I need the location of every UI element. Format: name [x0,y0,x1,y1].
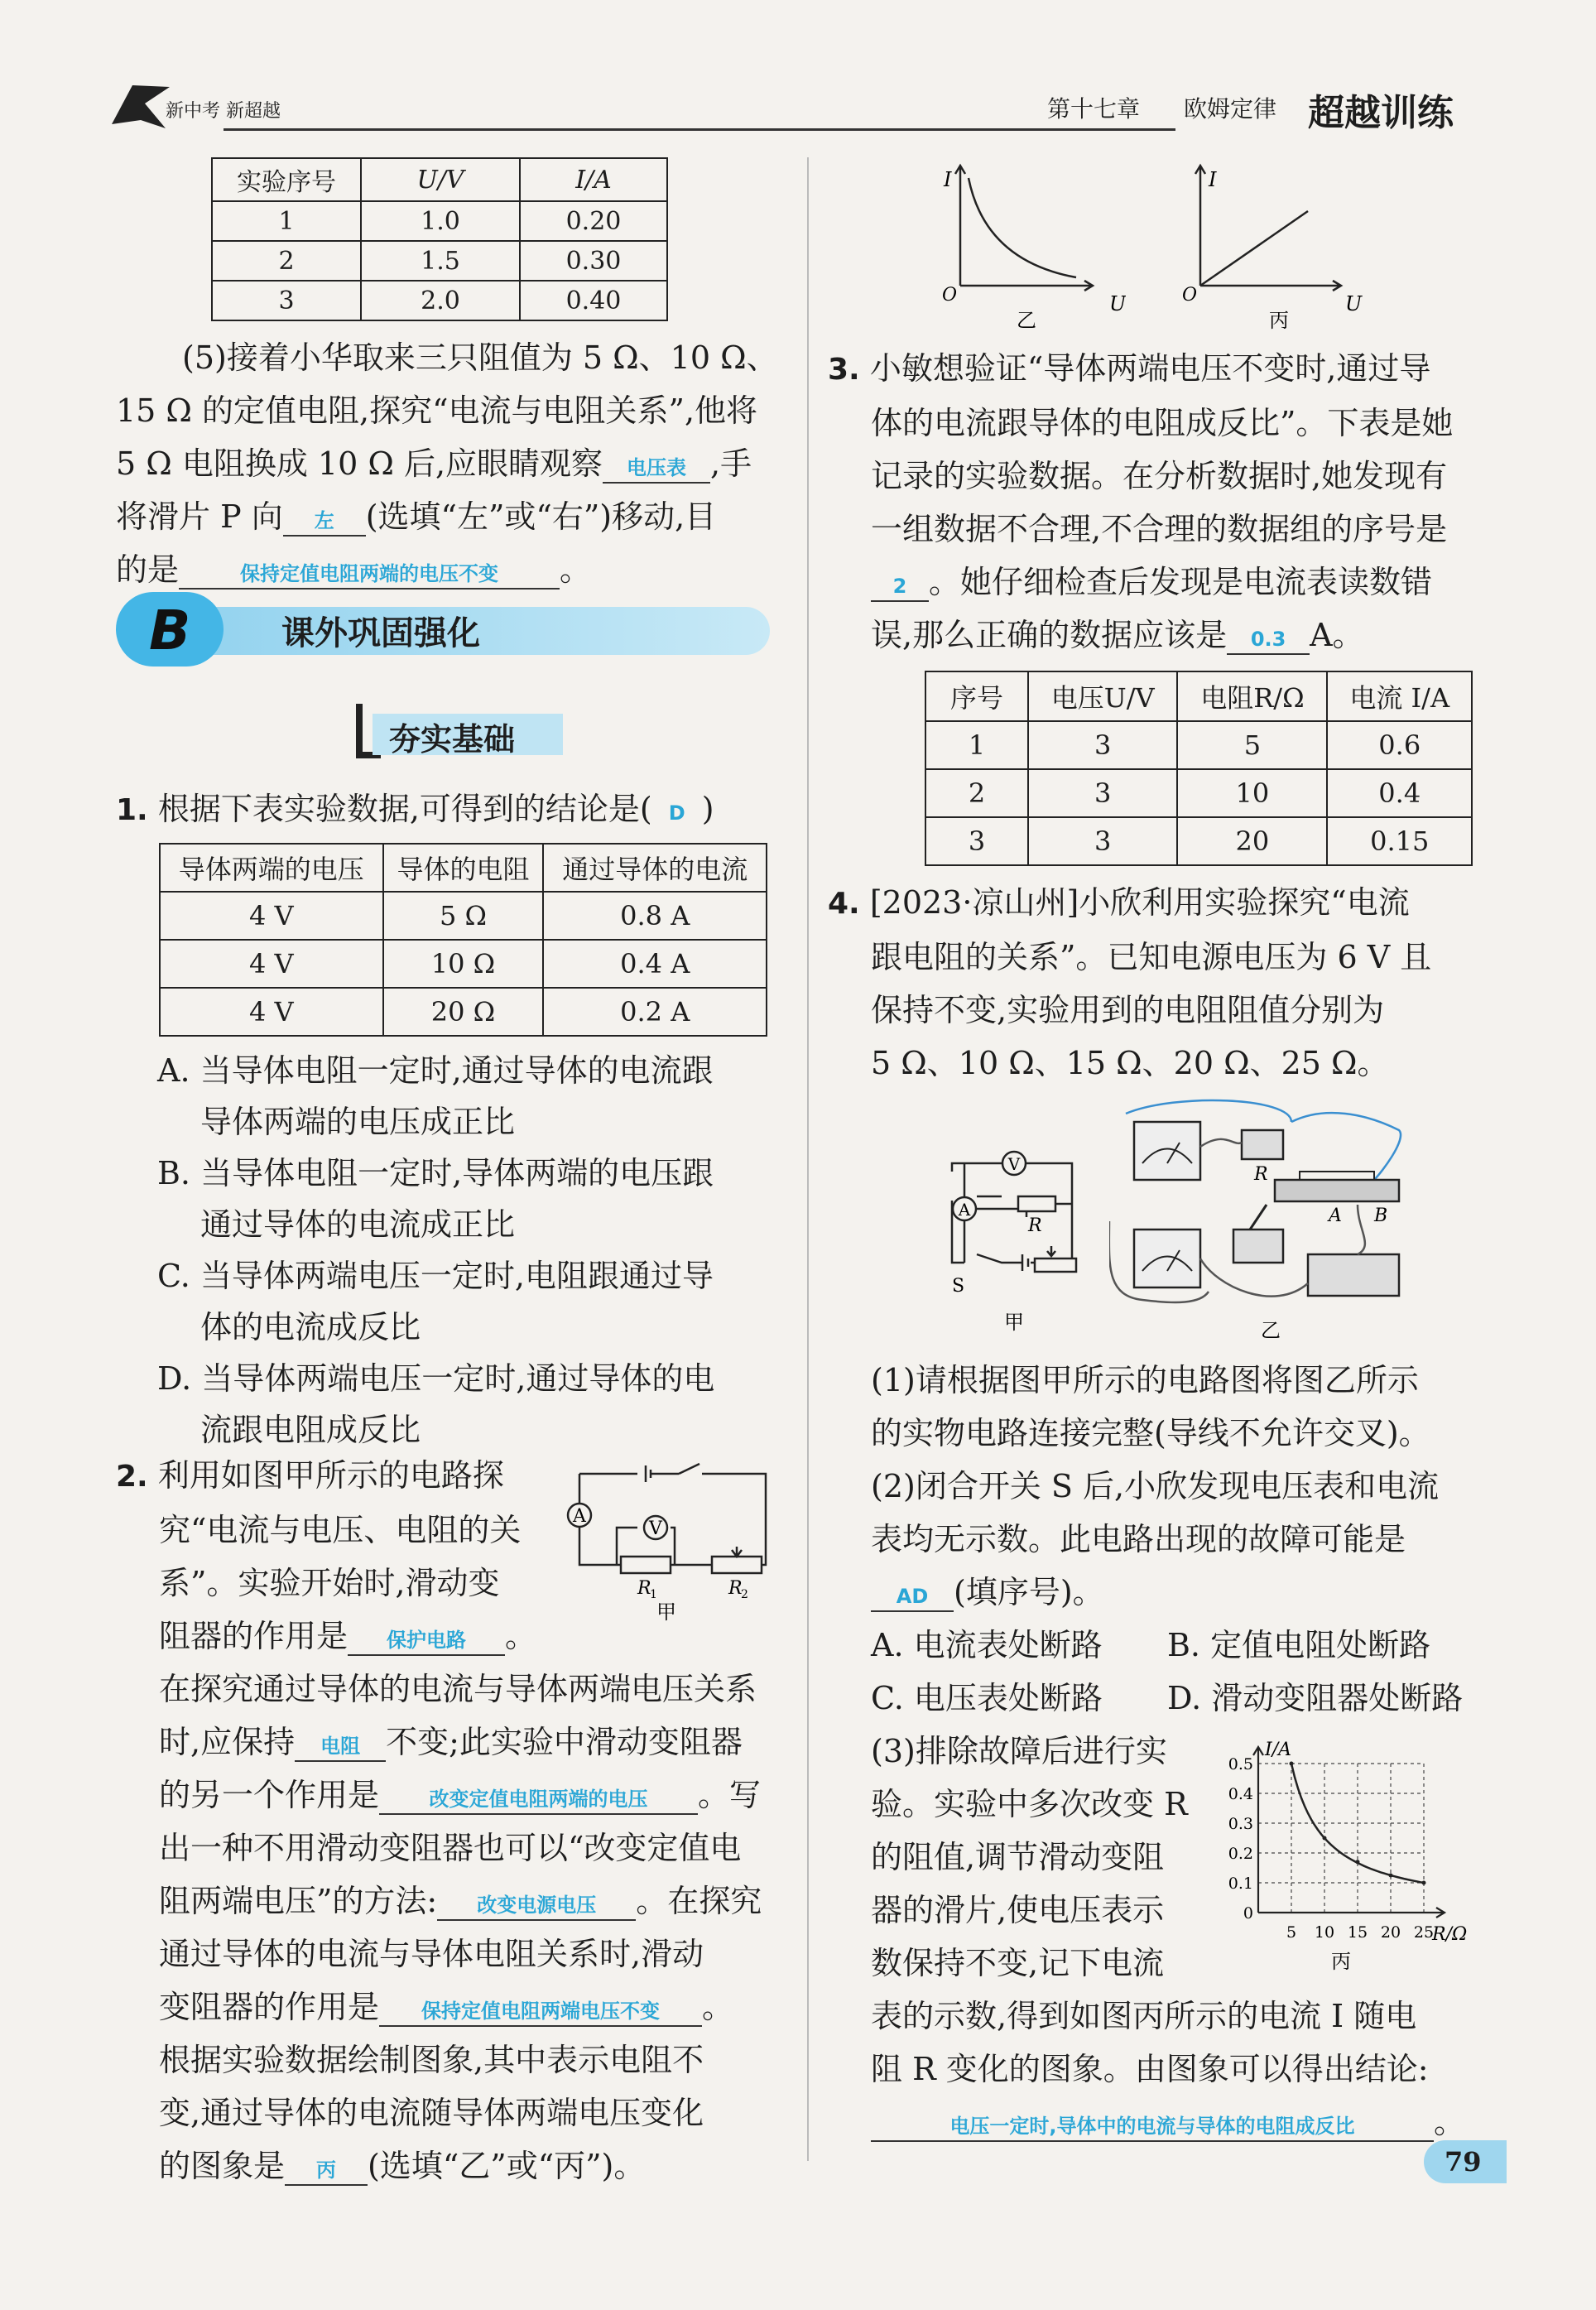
table-cell: 0.40 [520,281,667,320]
q3-text: 一组数据不合理,不合理的数据组的序号是 [871,511,1448,547]
table-cell: 1.5 [361,241,520,281]
option-b: B. 定值电阻处断路 [1167,1627,1431,1663]
table-cell: 1.0 [361,201,520,241]
terminal-b-label: B [1374,1206,1388,1226]
option-d: D. 滑动变阻器处断路 [1167,1680,1464,1716]
resistor-label: R [1028,1215,1042,1236]
table-header: 电阻R/Ω [1177,671,1327,721]
section-banner [116,592,770,667]
x-tick-label: 25 [1413,1923,1435,1942]
table-cell: 10 [1177,769,1327,817]
y-tick-label: 0.4 [1228,1785,1253,1803]
table-cell: 2 [925,769,1028,817]
table-header: 导体两端的电压 [160,844,383,892]
q5-line: (5)接着小华取来三只阻值为 5 Ω、10 Ω、 [182,339,778,376]
top-data-table [211,157,668,321]
q4-text: (2)闭合开关 S 后,小欣发现电压表和电流 [871,1468,1440,1504]
x-tick-label: 15 [1347,1923,1368,1942]
origin-label: O [942,285,958,306]
table-cell: 5 Ω [383,892,544,940]
r2-sub: 2 [741,1588,748,1601]
answer-blank: 0.3 [1227,625,1310,655]
figure-caption: 甲 [1004,1311,1024,1334]
section-title: 课外巩固强化 [281,614,480,652]
q1-stem: 根据下表实验数据,可得到的结论是( [157,791,652,827]
graph-bing [1175,161,1382,335]
q2-text: 的图象是 [159,2148,286,2184]
option-d: D. 当导体两端电压一定时,通过导体的电 [157,1360,715,1397]
answer-blank: AD [871,1582,954,1612]
q4-physical-circuit [1109,1097,1465,1345]
figure-caption: 乙 [1017,309,1036,332]
y-tick-label: 0.1 [1228,1874,1253,1893]
table-cell: 1 [212,201,361,241]
question-5 [116,331,778,596]
q2-text: 究“电流与电压、电阻的关 [159,1512,522,1548]
question-number: 4. [828,887,860,921]
answer-blank: 保持定值电阻两端电压不变 [379,1997,702,2027]
axis-label: I [1209,168,1217,191]
x-tick-label: 10 [1314,1923,1335,1942]
ammeter-label: A [573,1506,586,1527]
q1-options [157,1045,786,1456]
q2-text: 利用如图甲所示的电路探 [157,1457,504,1494]
table-cell: 3 [212,281,361,320]
data-point [1323,1836,1327,1841]
q2-text: 通过导体的电流与导体电阻关系时,滑动 [159,1936,704,1972]
x-tick-label: 20 [1380,1923,1401,1942]
q4-text: (填序号)。 [954,1574,1104,1610]
figure-caption: 丙 [1331,1950,1351,1973]
y-tick-label: 0.5 [1228,1755,1253,1773]
table-cell: 0.6 [1327,721,1472,769]
table-cell: 3 [925,817,1028,865]
table-cell: 0.8 A [543,892,767,940]
table-cell: 3 [1028,817,1177,865]
brand-logo-icon [108,79,174,137]
chapter-number: 第十七章 [1047,95,1141,123]
q3-text: 误,那么正确的数据应该是 [871,617,1228,653]
q2-text: 不变;此实验中滑动变阻器 [386,1724,743,1760]
q4-text: 的实物电路连接完整(导线不允许交叉)。 [871,1415,1430,1451]
q2-text: 出一种不用滑动变阻器也可以“改变定值电 [159,1830,742,1866]
y-axis-label: I/A [1265,1740,1291,1760]
q5-text: 的是 [116,551,180,588]
q4-text: 表的示数,得到如图丙所示的电流 I 随电 [871,1998,1417,2034]
table-cell: 0.20 [520,201,667,241]
q4-current-resistance-chart [1209,1735,1482,1975]
table-cell: 20 [1177,817,1327,865]
q2-text: (选填“乙”或“丙”)。 [368,2148,646,2184]
resistor-label: R [1254,1164,1268,1185]
table-cell: 4 V [160,940,383,988]
q4-text: 验。实验中多次改变 R [871,1786,1188,1822]
figure-caption: 甲 [656,1600,676,1623]
q5-text: ,手 [710,445,752,482]
q2-text: 。写 [698,1777,762,1813]
option-a: A. 电流表处断路 [871,1627,1103,1663]
ammeter-label: A [958,1200,971,1220]
table-cell: 10 Ω [383,940,544,988]
answer-blank: 丙 [285,2156,368,2186]
q4-text: 5 Ω、10 Ω、15 Ω、20 Ω、25 Ω。 [871,1045,1389,1081]
q4-text: (3)排除故障后进行实 [871,1733,1167,1769]
axis-label: U [1109,292,1126,315]
table-header: 导体的电阻 [383,844,544,892]
q4-text: 数保持不变,记下电流 [871,1945,1165,1981]
option-a-cont: 导体两端的电压成正比 [200,1104,516,1140]
table-cell: 0.4 A [543,940,767,988]
data-point [1290,1762,1294,1766]
q4-text: (1)请根据图甲所示的电路图将图乙所示 [871,1362,1419,1398]
q2-text: 系”。实验开始时,滑动变 [159,1565,500,1601]
answer-blank: 改变定值电阻两端的电压 [379,1785,698,1815]
question-1 [116,782,778,837]
table-header: 电流 I/A [1327,671,1472,721]
q2-text: 。 [505,1618,537,1654]
question-4 [828,876,1507,1090]
q4-text: 。 [1434,2104,1466,2140]
origin-label: O [1182,285,1198,306]
y-tick-label: 0 [1243,1904,1253,1923]
q5-text: 。 [560,551,592,588]
answer-blank: 改变电源电压 [437,1891,636,1921]
q4-text: [2023·凉山州]小欣利用实验探究“电流 [869,884,1410,921]
table-cell: 3 [1028,769,1177,817]
r1-sub: 1 [650,1588,657,1601]
q2-text: 在探究通过导体的电流与导体两端电压关系 [159,1671,757,1707]
brand-text: 新中考 新超越 [166,101,281,122]
q5-text: 5 Ω 电阻换成 10 Ω 后,应眼睛观察 [116,445,603,482]
q4-circuit-diagram [919,1138,1109,1337]
answer-blank: 2 [871,572,929,602]
axis-label: U [1345,292,1363,315]
r2-label: R [728,1578,743,1599]
table-header: 实验序号 [212,158,361,201]
q2-text: 的另一个作用是 [159,1777,380,1813]
voltmeter-label: V [649,1518,662,1539]
table-header: 序号 [925,671,1028,721]
table-header: 电压U/V [1028,671,1177,721]
option-b-cont: 通过导体的电流成正比 [200,1206,516,1243]
q3-text: 小敏想验证“导体两端电压不变时,通过导 [869,350,1431,387]
q5-text: 将滑片 P 向 [116,498,283,535]
q3-text: 。她仔细检查后发现是电流表读数错 [929,564,1433,600]
r1-label: R [637,1578,651,1599]
q3-text: 记录的实验数据。在分析数据时,她发现有 [871,458,1448,494]
table-header: I/A [520,158,667,201]
table-cell: 0.4 [1327,769,1472,817]
table-cell: 1 [925,721,1028,769]
section-letter: B [149,599,191,662]
option-c-cont: 体的电流成反比 [200,1309,421,1345]
answer-blank: 保持定值电阻两端的电压不变 [179,560,560,590]
q2-circuit-diagram [555,1457,778,1623]
answer-blank: 电压表 [603,454,710,484]
table-cell: 2 [212,241,361,281]
q2-text: 变,通过导体的电流随导体两端电压变化 [159,2095,704,2131]
q1-stem: ) [701,791,714,827]
option-b: B. 当导体电阻一定时,导体两端的电压跟 [157,1155,714,1191]
q4-text: 器的滑片,使电压表示 [871,1892,1165,1928]
proportional-line [1200,211,1308,286]
y-tick-label: 0.2 [1228,1845,1253,1863]
answer-blank: 保护电路 [348,1626,505,1656]
terminal-a-label: A [1329,1206,1342,1226]
q2-text: 。 [702,1989,734,2025]
data-point [1356,1860,1360,1864]
answer-blank: D [668,801,685,825]
table-cell: 5 [1177,721,1327,769]
q5-text: (选填“左”或“右”)移动,目 [365,498,717,535]
question-number: 3. [828,353,860,387]
option-a: A. 当导体电阻一定时,通过导体的电流跟 [157,1052,714,1089]
answer-blank: 电阻 [295,1732,386,1762]
inverse-curve [969,178,1076,277]
switch-label: S [952,1276,965,1297]
table-header: U/V [361,158,520,201]
question-3 [828,342,1507,662]
q3-table [925,671,1473,866]
q2-text: 根据实验数据绘制图象,其中表示电阻不 [159,2042,704,2078]
q2-text: 阻两端电压”的方法: [159,1883,438,1919]
table-cell: 0.15 [1327,817,1472,865]
figure-caption: 丙 [1269,309,1289,332]
question-number: 2. [116,1460,148,1494]
q5-line: 15 Ω 的定值电阻,探究“电流与电阻关系”,他将 [116,392,758,429]
table-cell: 0.30 [520,241,667,281]
table-cell: 2.0 [361,281,520,320]
option-c: C. 当导体两端电压一定时,电阻跟通过导 [157,1258,714,1294]
option-c: C. 电压表处断路 [871,1680,1103,1716]
q2-text: 时,应保持 [159,1724,296,1760]
table-cell: 0.2 A [543,988,767,1036]
answer-blank: 左 [283,507,366,537]
q4-text: 阻 R 变化的图象。由图象可以得出结论: [871,2051,1429,2087]
x-axis-label: R/Ω [1432,1924,1468,1945]
q4-text: 表均无示数。此电路出现的故障可能是 [871,1521,1406,1557]
subsection-title [356,704,571,762]
q4-text: 保持不变,实验用到的电阻阻值分别为 [871,992,1385,1028]
page-number: 79 [1445,2146,1482,2178]
q2-text: 变阻器的作用是 [159,1989,380,2025]
x-tick-label: 5 [1286,1923,1297,1942]
table-cell: 4 V [160,892,383,940]
q2-text: 。在探究 [636,1883,762,1919]
voltmeter-label: V [1007,1154,1021,1174]
q4-text: 跟电阻的关系”。已知电源电压为 6 V 且 [871,939,1432,975]
q4-text: 的阻值,调节滑动变阻 [871,1839,1165,1875]
series-title: 超越训练 [1308,92,1454,134]
data-point [1389,1874,1393,1878]
table-header: 通过导体的电流 [543,844,767,892]
q3-text: 体的电流跟导体的电阻成反比”。下表是她 [871,405,1454,441]
chapter-title: 欧姆定律 [1184,95,1277,123]
table-cell: 20 Ω [383,988,544,1036]
option-d-cont: 流跟电阻成反比 [200,1412,421,1448]
graph-yi [935,161,1126,335]
question-number: 1. [116,793,148,827]
table-cell: 3 [1028,721,1177,769]
axis-label: I [944,168,952,191]
header [108,79,1490,145]
figure-caption: 乙 [1261,1319,1281,1342]
table-cell: 4 V [160,988,383,1036]
q1-table [159,843,767,1037]
q3-text: A。 [1310,617,1364,653]
q2-text: 阻器的作用是 [159,1618,349,1654]
subsection-text: 夯实基础 [389,721,516,758]
y-tick-label: 0.3 [1228,1815,1253,1833]
answer-blank: 电压一定时,导体中的电流与导体的电阻成反比 [871,2112,1434,2142]
data-point [1422,1881,1426,1885]
